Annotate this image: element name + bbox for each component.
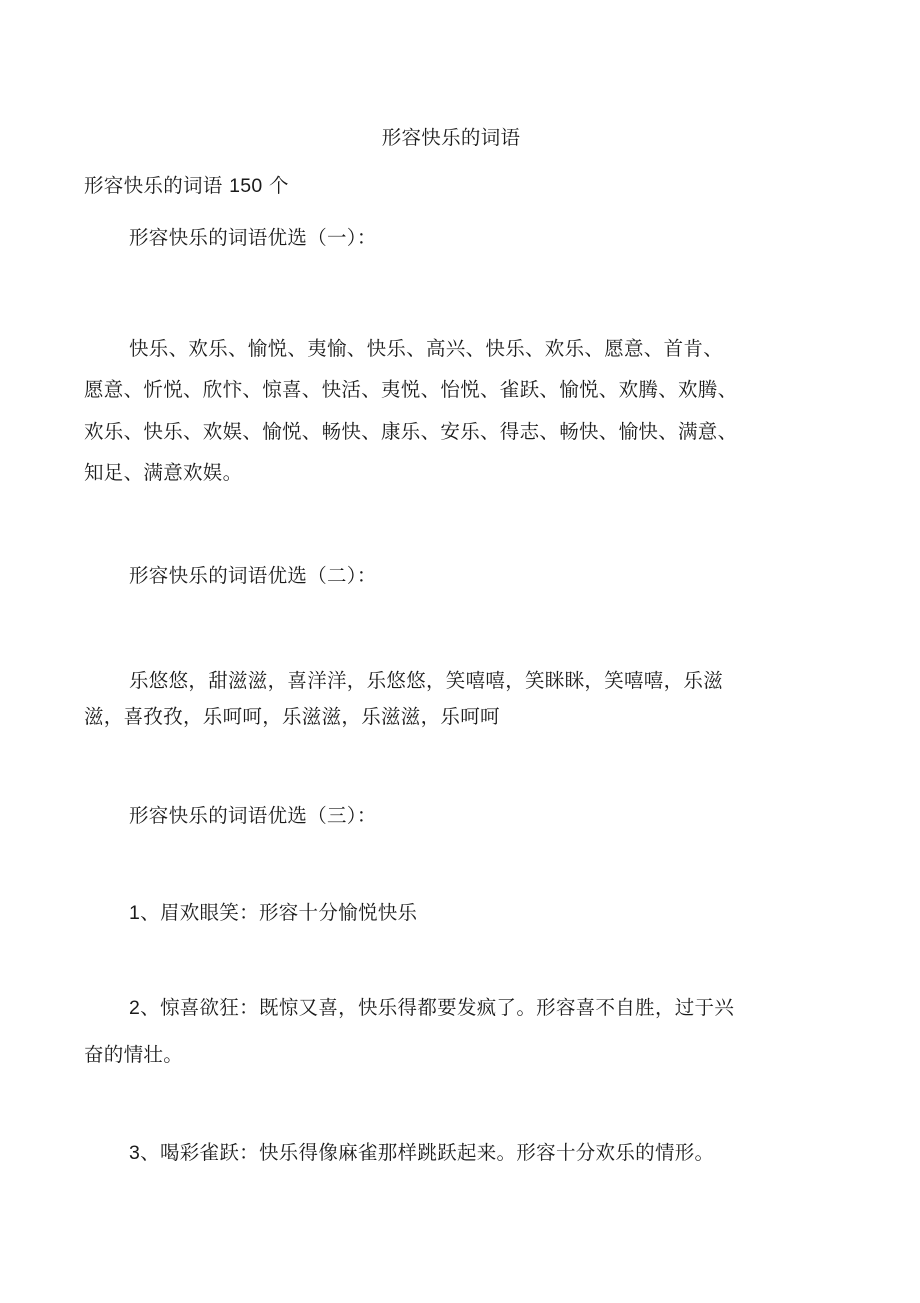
document-subtitle <box>84 174 289 198</box>
section2-line-1: 乐悠悠，甜滋滋，喜洋洋，乐悠悠，笑嘻嘻，笑眯眯，笑嘻嘻，乐滋 <box>129 669 724 692</box>
section3-heading: 形容快乐的词语优选（三）： <box>129 804 377 827</box>
item-1-number: 1 <box>129 902 141 924</box>
item-3-number: 3 <box>129 1142 141 1164</box>
section2-heading: 形容快乐的词语优选（二）： <box>129 564 377 587</box>
section3-item-2-continuation: 奋的情壮。 <box>84 1043 184 1066</box>
section2-line-2: 滋，喜孜孜，乐呵呵，乐滋滋，乐滋滋，乐呵呵 <box>84 705 500 728</box>
section3-item-2 <box>129 996 734 1020</box>
subtitle-suffix: 个 <box>262 174 289 197</box>
section1-line-2: 愿意、忻悦、欣忭、惊喜、快活、夷悦、怡悦、雀跃、愉悦、欢腾、欢腾、 <box>84 378 738 401</box>
section1-line-1: 快乐、欢乐、愉悦、夷愉、快乐、高兴、快乐、欢乐、愿意、首肯、 <box>129 337 724 360</box>
item-2-number: 2 <box>129 997 141 1019</box>
item-3-text: 、喝彩雀跃：快乐得像麻雀那样跳跃起来。形容十分欢乐的情形。 <box>140 1141 715 1164</box>
item-1-text: 、眉欢眼笑：形容十分愉悦快乐 <box>140 901 418 924</box>
document-title: 形容快乐的词语 <box>381 126 521 149</box>
section3-item-3 <box>129 1141 714 1165</box>
subtitle-text: 形容快乐的词语 <box>84 174 230 197</box>
section3-item-1 <box>129 901 417 925</box>
section1-line-3: 欢乐、快乐、欢娱、愉悦、畅快、康乐、安乐、得志、畅快、愉快、满意、 <box>84 420 738 443</box>
subtitle-number: 150 <box>229 175 263 197</box>
section1-heading: 形容快乐的词语优选（一）： <box>129 226 377 249</box>
section1-line-4: 知足、满意欢娱。 <box>84 461 243 484</box>
item-2-text: 、惊喜欲狂：既惊又喜，快乐得都要发疯了。形容喜不自胜，过于兴 <box>140 996 735 1019</box>
